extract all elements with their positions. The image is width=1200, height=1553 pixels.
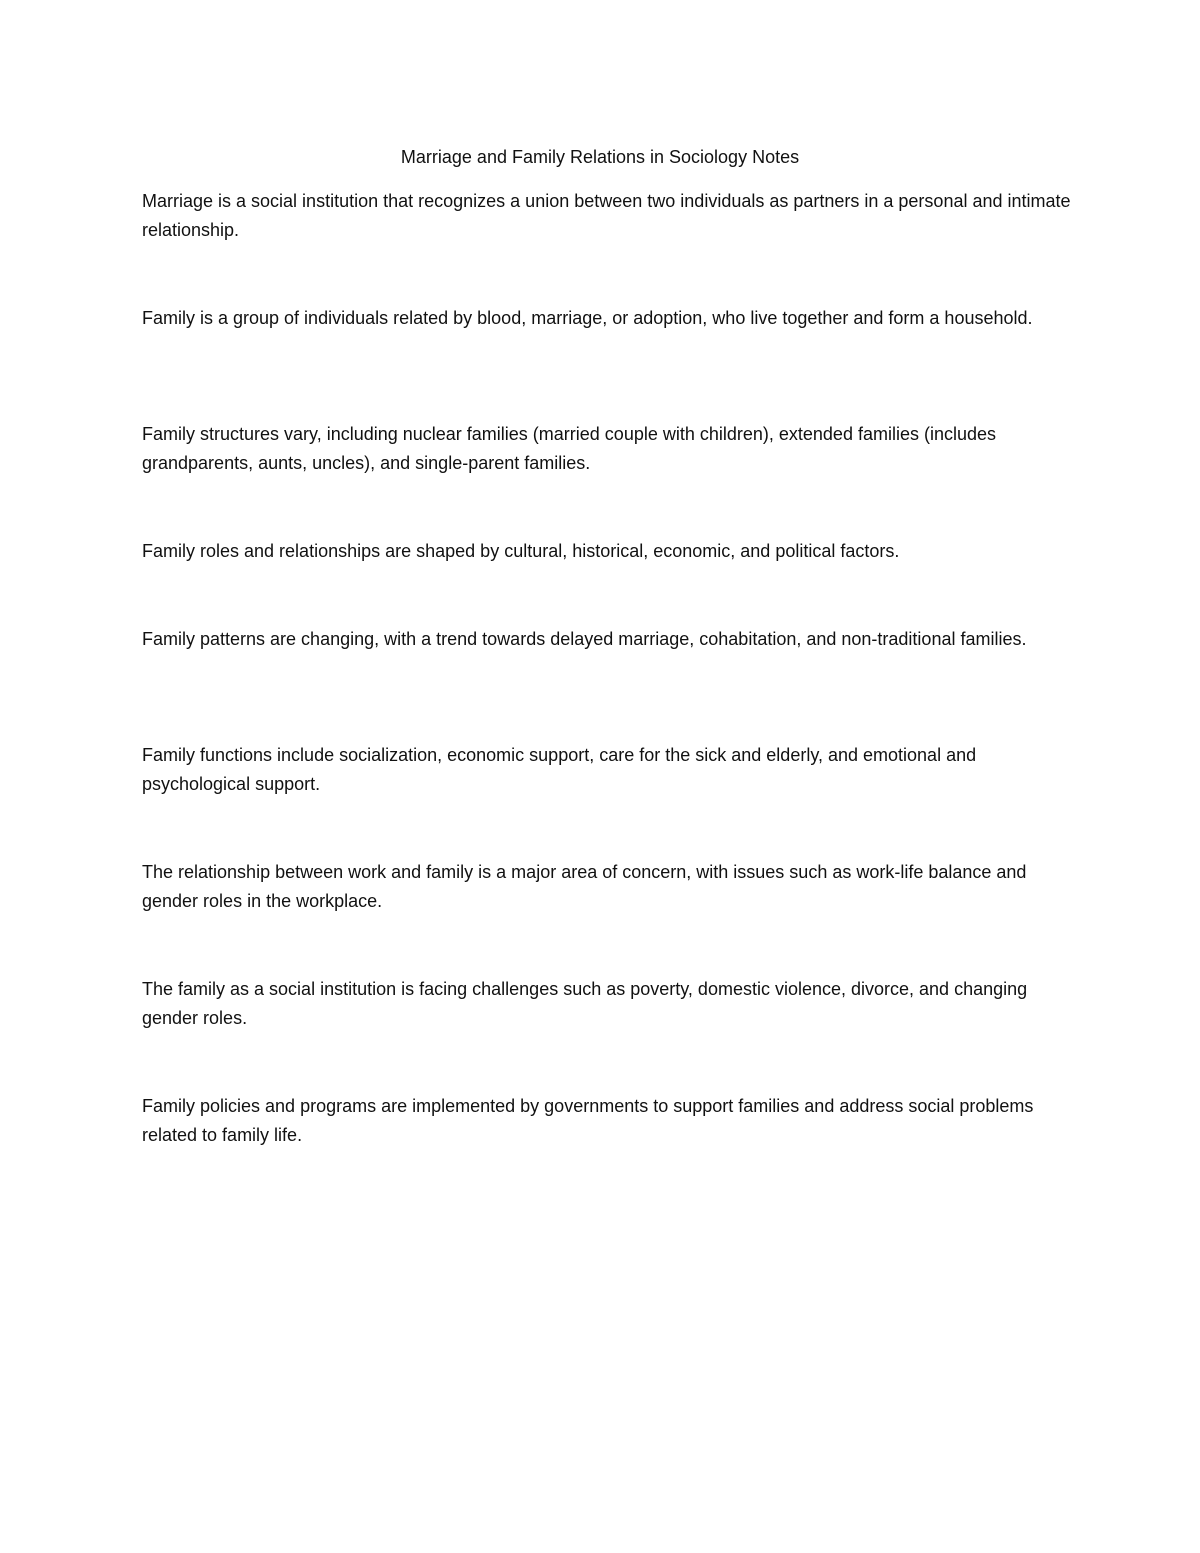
paragraph-family-policies: Family policies and programs are implemented by governments to support families and address social problems related to family life. — [142, 1096, 1034, 1145]
paragraph-work-and-family: The relationship between work and family is a major area of concern, with issues such as work-life balance and gender roles in the workplace. — [142, 862, 1027, 911]
paragraph-family-definition: Family is a group of individuals related by blood, marriage, or adoption, who live together and form a household. — [142, 308, 1033, 328]
document-title: Marriage and Family Relations in Sociology Notes — [400, 147, 800, 167]
paragraph-family-challenges: The family as a social institution is facing challenges such as poverty, domestic violence, divorce, and changing gender roles. — [142, 979, 1028, 1028]
paragraph-marriage-definition: Marriage is a social institution that recognizes a union between two individuals as partners in a personal and intimate relationship. — [142, 191, 1071, 240]
paragraph-family-patterns: Family patterns are changing, with a trend towards delayed marriage, cohabitation, and non-traditional families. — [142, 629, 1027, 649]
paragraph-family-roles: Family roles and relationships are shaped by cultural, historical, economic, and political factors. — [142, 541, 900, 561]
paragraph-family-structures: Family structures vary, including nuclear families (married couple with children), extended families (includes grandparents, aunts, uncles), and single-parent families. — [142, 424, 997, 473]
paragraph-family-functions: Family functions include socialization, economic support, care for the sick and elderly, and emotional and psychological support. — [142, 745, 977, 794]
